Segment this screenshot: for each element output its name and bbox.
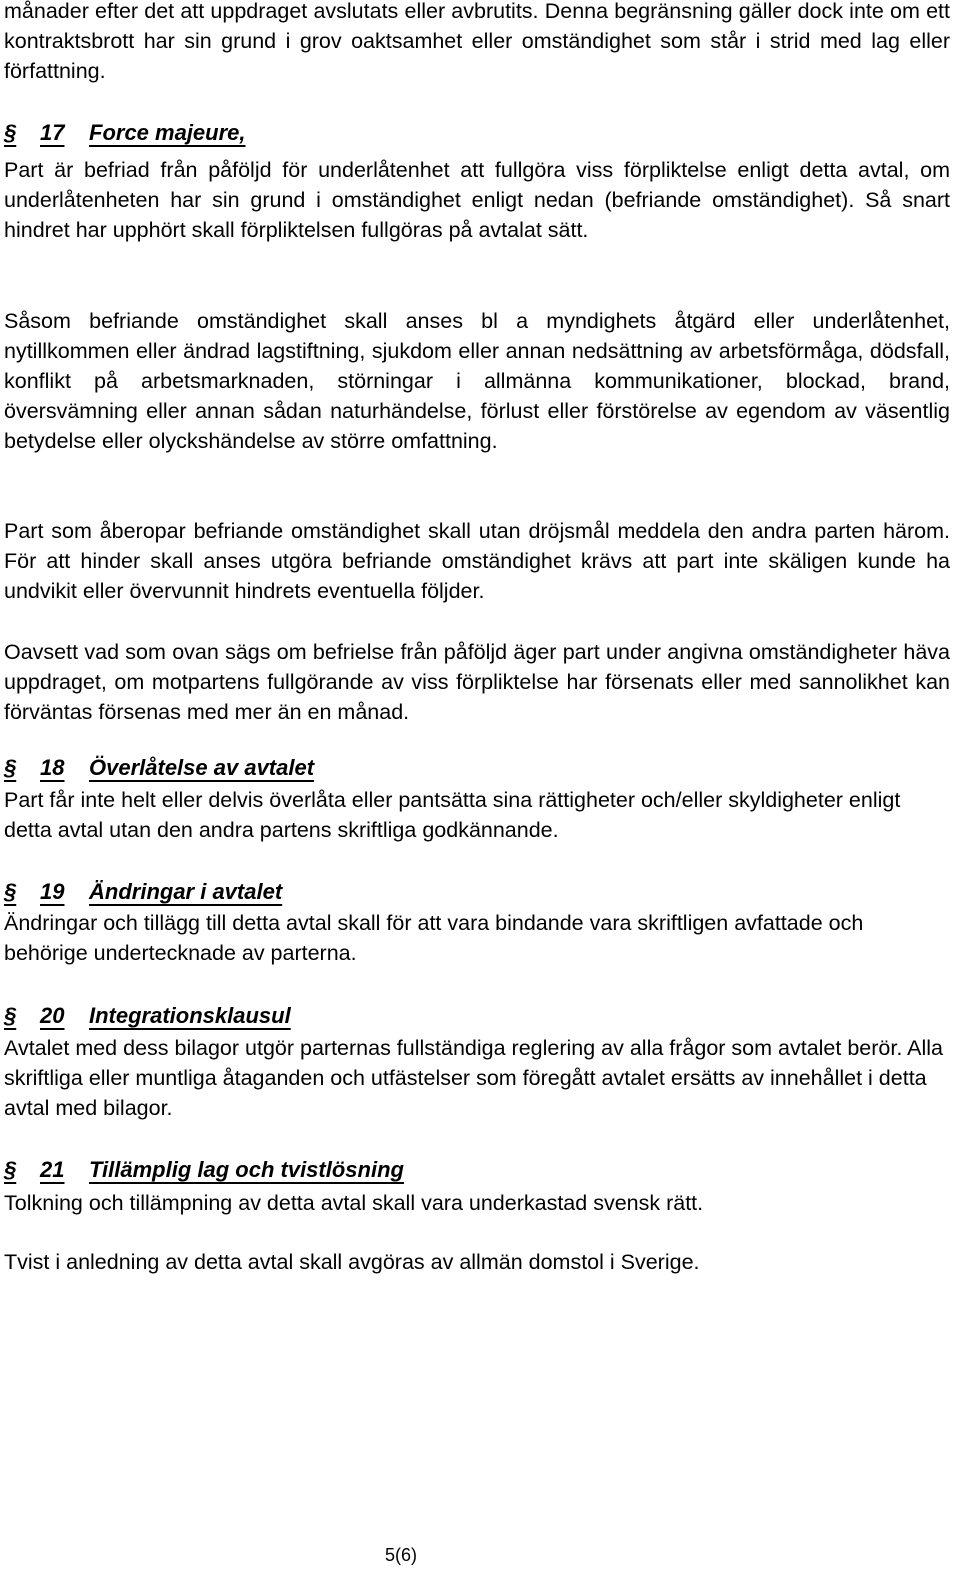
section-number: 18 <box>40 755 65 780</box>
section-symbol: § <box>4 120 17 145</box>
section-21-paragraph-1: Tolkning och tillämpning av detta avtal skall vara underkastad svensk rätt. <box>4 1191 704 1215</box>
section-19-heading <box>4 877 950 907</box>
section-17-paragraph-3: Part som åberopar befriande omständighet skall utan dröjsmål meddela den andra parten härom. För att hinder skall anses utgöra befriande omständighet krävs att part inte skäligen kunde ha undvikit eller övervunnit hindrets eventuella följder. <box>4 519 950 603</box>
section-21-paragraph-2: Tvist i anledning av detta avtal skall avgöras av allmän domstol i Sverige. <box>4 1250 700 1274</box>
section-title: Force majeure, <box>89 120 246 145</box>
section-title: Överlåtelse av avtalet <box>89 755 315 780</box>
section-21-heading <box>4 1155 950 1185</box>
section-symbol: § <box>4 755 17 780</box>
section-title: Ändringar i avtalet <box>89 879 283 904</box>
section-title: Tillämplig lag och tvistlösning <box>89 1157 404 1182</box>
section-17-paragraph-2: Såsom befriande omständighet skall anses bl a myndighets åtgärd eller underlåtenhet, nytillkommen eller ändrad lagstiftning, sjukdom eller annan nedsättning av arbetsförmåga, dödsfall, konflikt på arbetsmarknaden, störningar i allmänna kommunikationer, blockad, brand, översvämning eller annan sådan naturhändelse, förlust eller förstörelse av egendom av väsentlig betydelse eller olyckshändelse av större omfattning. <box>4 309 950 453</box>
section-17-paragraph-1: Part är befriad från påföljd för underlåtenhet att fullgöra viss förpliktelse enligt detta avtal, om underlåtenheten har sin grund i omständighet enligt nedan (befriande omständighet). Så snart hindret har upphört skall förpliktelsen fullgöras på avtalat sätt. <box>4 158 950 242</box>
section-number: 19 <box>40 879 65 904</box>
section-17-paragraph-4: Oavsett vad som ovan sägs om befrielse från påföljd äger part under angivna omständigheter häva uppdraget, om motpartens fullgörande av viss förpliktelse har försenats eller med sannolikhet kan förväntas försenas med mer än en månad. <box>4 640 950 724</box>
page-number: 5(6) <box>385 1545 418 1565</box>
section-18-heading <box>4 753 950 783</box>
section-title: Integrationsklausul <box>89 1003 291 1028</box>
intro-paragraph: månader efter det att uppdraget avslutats eller avbrutits. Denna begränsning gäller dock inte om ett kontraktsbrott har sin grund i grov oaktsamhet eller omständighet som står i strid med lag eller författning. <box>4 0 950 83</box>
section-19-paragraph-1: Ändringar och tillägg till detta avtal skall för att vara bindande vara skriftligen avfattade och behörige undertecknade av parterna. <box>4 911 864 965</box>
section-number: 17 <box>40 120 65 145</box>
section-number: 21 <box>40 1157 65 1182</box>
section-20-heading <box>4 1001 950 1031</box>
section-symbol: § <box>4 1157 17 1182</box>
section-18-paragraph-1: Part får inte helt eller delvis överlåta eller pantsätta sina rättigheter och/eller skyldigheter enligt detta avtal utan den andra partens skriftliga godkännande. <box>4 788 901 842</box>
section-symbol: § <box>4 1003 17 1028</box>
section-number: 20 <box>40 1003 65 1028</box>
section-symbol: § <box>4 879 17 904</box>
section-20-paragraph-1: Avtalet med dess bilagor utgör parternas fullständiga reglering av alla frågor som avtalet berör. Alla skriftliga eller muntliga åtaganden och utfästelser som föregått avtalet ersätts av innehållet i detta avtal med bilagor. <box>4 1036 943 1120</box>
section-17-heading <box>4 118 950 148</box>
